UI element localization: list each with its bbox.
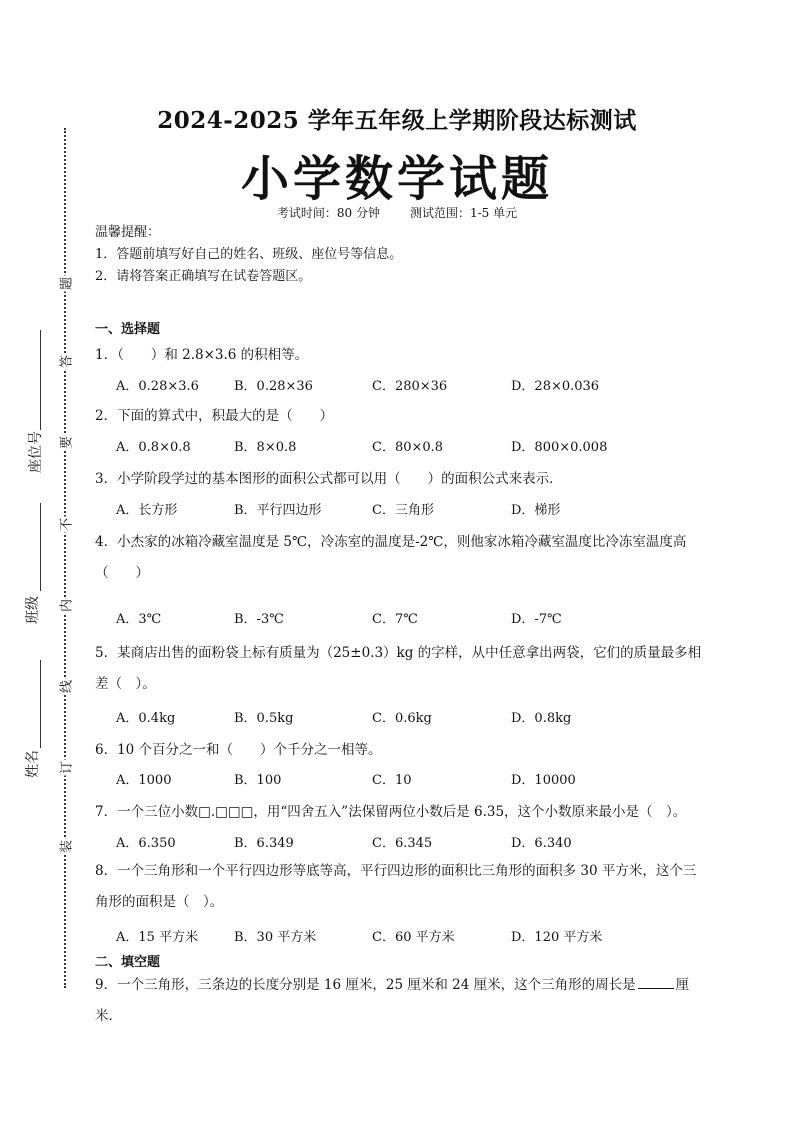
option: D．0.8kg (511, 711, 572, 726)
option: C．6.345 (372, 836, 433, 851)
option: A．3℃ (116, 612, 162, 627)
option: C．80×0.8 (372, 440, 444, 455)
question: 6．10 个百分之一和（ ）个千分之一相等。 (95, 742, 382, 758)
binding-char: 订 (54, 760, 77, 776)
name-blank-line (40, 660, 41, 748)
exam-scope: 测试范围：1-5 单元 (409, 206, 518, 220)
option: B．8×0.8 (234, 440, 297, 455)
option: B．0.28×36 (234, 379, 313, 394)
section-title: 二、填空题 (95, 955, 161, 970)
seat-label: 座位号 (28, 431, 44, 473)
binding-char: 线 (54, 679, 77, 695)
option: A．15 平方米 (116, 930, 199, 945)
exam-title: 2024-2025 学年五年级上学期阶段达标测试 (157, 107, 637, 134)
class-label: 班级 (25, 596, 41, 624)
question: 5．某商店出售的面粉袋上标有质量为（25±0.3）kg 的字样，从中任意拿出两袋，它们的质量最多相差（ ）。 (95, 645, 702, 692)
option: C．0.6kg (372, 711, 432, 726)
question: 2．下面的算式中，积最大的是（ ） (95, 408, 334, 424)
option: C．三角形 (372, 503, 434, 518)
binding-char: 答 (54, 354, 77, 370)
binding-dotted-line (64, 128, 66, 988)
reminder-heading: 温馨提醒： (95, 225, 161, 240)
reminder-item: 2．请将答案正确填写在试卷答题区。 (95, 269, 312, 284)
binding-char: 不 (54, 517, 77, 533)
option: A．0.28×3.6 (116, 379, 199, 394)
question (95, 970, 705, 1032)
option: D．800×0.008 (511, 440, 608, 455)
option: A．1000 (116, 773, 172, 788)
binding-char: 内 (54, 598, 77, 614)
binding-char: 装 (54, 839, 77, 855)
seat-blank-line (40, 330, 41, 430)
option: D．-7℃ (511, 612, 562, 627)
option: A．0.8×0.8 (116, 440, 191, 455)
option: D．28×0.036 (511, 379, 600, 394)
option: B．-3℃ (234, 612, 284, 627)
option: A．6.350 (116, 836, 176, 851)
option: D．120 平方米 (511, 930, 603, 945)
option: B．0.5kg (234, 711, 294, 726)
exam-time: 考试时间：80 分钟 (276, 206, 380, 220)
option: B．平行四边形 (234, 503, 322, 518)
question: 7．一个三位小数□.□□□，用“四舍五入”法保留两位小数后是 6.35，这个小数原来最小是（ ）。 (95, 804, 687, 820)
exam-info (0, 204, 794, 221)
question: 3．小学阶段学过的基本图形的面积公式都可以用（ ）的面积公式来表示． (95, 471, 563, 487)
option: D．6.340 (511, 836, 572, 851)
name-label: 姓名 (25, 750, 41, 778)
question: 1．（ ）和 2.8×3.6 的积相等。 (95, 347, 309, 363)
reminder-item: 1．答题前填写好自己的姓名、班级、座位号等信息。 (95, 247, 403, 262)
option: D．梯形 (511, 503, 561, 518)
question: 4．小杰家的冰箱冷藏室温度是 5℃，冷冻室的温度是-2℃，则他家冰箱冷藏室温度比冷冻室温度高（ ） (95, 534, 687, 581)
option: C．280×36 (372, 379, 448, 394)
answer-blank (638, 974, 674, 989)
question: 8．一个三角形和一个平行四边形等底等高，平行四边形的面积比三角形的面积多 30 平方米，这个三角形的面积是（ ）。 (95, 863, 697, 910)
option: A．长方形 (116, 503, 178, 518)
option: B．100 (234, 773, 282, 788)
reminder (95, 222, 402, 288)
option: C．10 (372, 773, 412, 788)
option: C．60 平方米 (372, 930, 455, 945)
option: A．0.4kg (116, 711, 176, 726)
binding-char: 要 (54, 435, 77, 451)
option: B．30 平方米 (234, 930, 317, 945)
question-text-end: 厘米． (95, 977, 690, 1024)
option: B．6.349 (234, 836, 294, 851)
option: D．10000 (511, 773, 576, 788)
option: C．7℃ (372, 612, 418, 627)
main-title: 小学数学试题 (240, 151, 553, 207)
class-blank-line (40, 503, 41, 591)
question-text: 9．一个三角形，三条边的长度分别是 16 厘米，25 厘米和 24 厘米，这个三角形的周长是 (95, 977, 636, 993)
binding-char: 题 (54, 276, 77, 292)
section-title: 一、选择题 (95, 322, 161, 337)
